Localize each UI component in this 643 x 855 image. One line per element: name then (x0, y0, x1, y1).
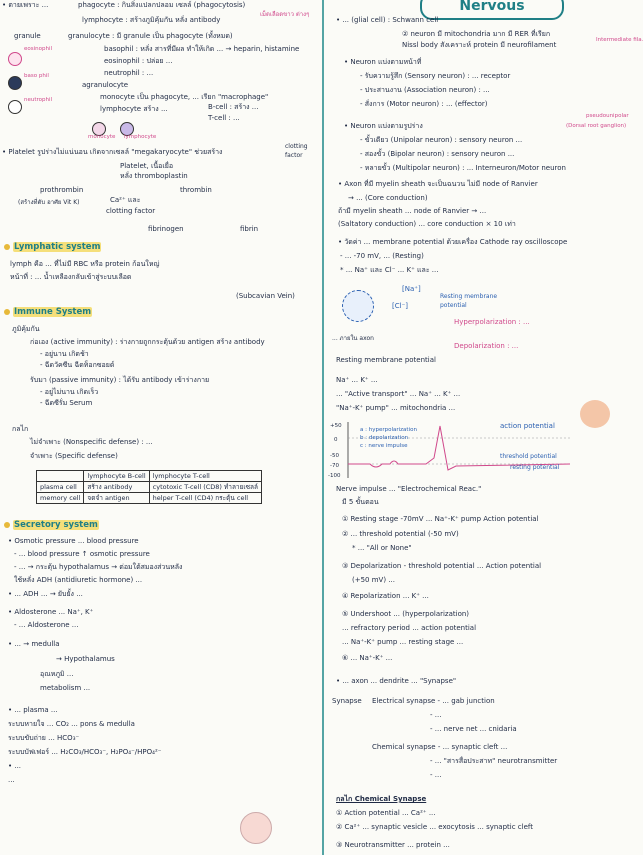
eosinophil-icon (8, 48, 22, 67)
table-header-row (37, 471, 262, 482)
step-line: ④ Repolarization ... K⁺ ... (342, 592, 429, 600)
cartoon-sticker-icon (240, 812, 272, 844)
step-line: (+50 mV) ... (352, 576, 395, 584)
note-line: • Neuron แบ่งตามหน้าที่ (344, 58, 422, 66)
note-line: clotting factor (106, 207, 156, 215)
note-line: • Aldosterone ... Na⁺, K⁺ (8, 608, 94, 616)
note-line: Ca²⁺ และ (110, 196, 141, 204)
note-line: ระบบบัฟเฟอร์ ... H₂CO₃/HCO₃⁻, H₂PO₄⁻/HPO₄²⁻ (8, 748, 162, 756)
cell-label: eosinophil (24, 46, 53, 52)
graph-legend: c : nerve impulse (360, 443, 408, 449)
note-line: - ... -70 mV, ... (Resting) (340, 252, 424, 260)
note-label: Resting membrane potential (440, 293, 498, 309)
note-line: ถ้ามี myelin sheath ... node of Ranvier → ... (338, 207, 487, 215)
note-line: หลั่ง thromboplastin (120, 172, 188, 180)
table-cell: memory cell (37, 493, 84, 504)
lymphocyte-table (36, 470, 262, 504)
y-tick-label: -100 (328, 473, 341, 479)
note-line: Resting membrane potential (336, 356, 436, 364)
note-line: - ประสานงาน (Association neuron) : ... (360, 86, 490, 94)
note-line: neutrophil : ... (104, 69, 154, 77)
note-line: รับมา (passive immunity) : ได้รับ antibody เข้าร่างกาย (30, 376, 210, 384)
graph-legend: a : hyperpolarization (360, 427, 417, 433)
note-line: - ... (430, 771, 442, 779)
note-line: Platelet, เนื้อเยื่อ (120, 162, 174, 170)
note-line: lymph คือ ... ที่ไม่มี RBC หรือ protein ก้อนใหญ่ (10, 260, 160, 268)
table-cell: helper T-cell (CD4) กระตุ้น cell (149, 493, 261, 504)
column-divider (322, 0, 324, 855)
y-tick-label: -50 (330, 453, 339, 459)
note-line: • Osmotic pressure ... blood pressure (8, 537, 139, 545)
note-line: granule (14, 32, 41, 40)
note-line: ไม่จำเพาะ (Nonspecific defense) : ... (30, 438, 153, 446)
note-line: • Axon ที่มี myelin sheath จะเป็นฉนวน ไม่มี node of Ranvier (338, 180, 538, 188)
graph-label: resting potential (510, 464, 560, 471)
note-line: Na⁺ ... K⁺ ... (336, 376, 378, 384)
section-heading-lymphatic: Lymphatic system (4, 243, 101, 252)
note-line: - ... nerve net ... cnidaria (430, 725, 517, 733)
section-heading-secretory: Secretory system (4, 521, 99, 530)
note-line: ใช้หลั่ง ADH (antidiuretic hormone) ... (14, 576, 143, 584)
note-line: - ... → กระตุ้น hypothalamus → ต่อมใต้สมองส่วนหลัง (14, 563, 183, 571)
graph-legend: b : depolarization (360, 435, 409, 441)
note-line: ภูมิคุ้มกัน (12, 325, 40, 333)
note-line: phagocyte : กินสิ่งแปลกปลอม เซลล์ (phagocytosis) (78, 1, 246, 9)
right-column (328, 0, 643, 855)
note-line: ① Action potential ... Ca²⁺ ... (336, 809, 436, 817)
subsection-heading: กลไก Chemical Synapse (336, 795, 427, 803)
cell-label: baso phil (24, 73, 49, 79)
note-line: metabolism ... (40, 684, 91, 692)
left-column (0, 0, 318, 855)
note-line: Chemical synapse - ... synaptic cleft ... (372, 743, 508, 751)
table-header-cell (37, 471, 84, 482)
note-line: granulocyte : มี granule เป็น phagocyte (ทั้งหมด) (68, 32, 233, 40)
note-line: fibrin (240, 225, 259, 233)
note-line: lymphocyte สร้าง ... (100, 105, 168, 113)
y-tick-label: +50 (330, 423, 342, 429)
note-line: - อยู่ไม่นาน เกิดเร็ว (40, 388, 99, 396)
step-line: ③ Depolarization - threshold potential ... Action potential (342, 562, 542, 570)
note-line: - สั่งการ (Motor neuron) : ... (effector) (360, 100, 488, 108)
step-line: ⑤ Undershoot ... (hyperpolarization) (342, 610, 470, 618)
note-line: - ... (430, 711, 442, 719)
note-line: eosinophil : ปล่อย ... (104, 57, 173, 65)
note-line: • Neuron แบ่งตามรูปร่าง (344, 122, 423, 130)
step-line: * ... "All or None" (352, 544, 412, 552)
note-line: - หลายขั้ว (Multipolar neuron) : ... Interneuron/Motor neuron (360, 164, 566, 172)
note-line: • Platelet รูปร่างไม่แน่นอน เกิดจากเซลล์ "megakaryocyte" ช่วยสร้าง (2, 148, 223, 156)
note-label: pseudounipolar (586, 113, 629, 119)
table-header-cell: lymphocyte T-cell (149, 471, 261, 482)
note-line: fibrinogen (148, 225, 184, 233)
note-line: T-cell : ... (208, 114, 240, 122)
note-line: ... ภายใน axon (332, 335, 374, 342)
note-line: - สองขั้ว (Bipolar neuron) : sensory neuron ... (360, 150, 515, 158)
table-cell: จดจำ antigen (84, 493, 149, 504)
table-cell: plasma cell (37, 482, 84, 493)
section-heading-immune: Immune System (4, 308, 92, 317)
step-line: ② ... threshold potential (-50 mV) (342, 530, 459, 538)
note-label: เม็ดเลือดขาว ต่างๆ (260, 11, 310, 18)
note-line: "Na⁺-K⁺ pump" ... mitochondria ... (336, 404, 456, 412)
note-line: agranulocyte (82, 81, 129, 89)
note-line: ② neuron มี mitochondria มาก มี RER ที่เรียก (402, 30, 551, 38)
cell-label: lymphocyte (124, 134, 157, 140)
cell-label: monocyte (88, 134, 116, 140)
graph-label: threshold potential (500, 453, 557, 460)
note-line: (สร้างที่ตับ อาศัย Vit K) (18, 199, 80, 206)
note-line: Nissl body สังเคราะห์ protein มี neurofilament (402, 41, 557, 49)
note-line: • ... ADH ... → ยับยั้ง ... (8, 590, 83, 598)
note-line: • ... → medulla (8, 640, 60, 648)
table-header-cell: lymphocyte B-cell (84, 471, 149, 482)
note-line: ระบบหายใจ ... CO₂ ... pons & medulla (8, 720, 135, 728)
note-line: prothrombin (40, 186, 84, 194)
note-line: Hyperpolarization : ... (454, 318, 530, 326)
basophil-icon (8, 72, 22, 91)
note-line: monocyte เป็น phagocyte, ... เรียก "macrophage" (100, 93, 269, 101)
note-line: • ... (8, 762, 22, 770)
step-line: ① Resting stage -70mV ... Na⁺-K⁺ pump Action potential (342, 515, 539, 523)
note-line: → Hypothalamus (56, 655, 115, 663)
ion-label: [Cl⁻] (392, 302, 408, 310)
note-line: • ตายเพราะ ... (2, 1, 49, 9)
step-line: ... refractory period ... action potential (342, 624, 477, 632)
note-line: Synapse (332, 697, 362, 705)
note-line: B-cell : สร้าง ... (208, 103, 259, 111)
note-line: (Subcavian Vein) (236, 292, 295, 300)
note-line: ระบบขับถ่าย ... HCO₃⁻ (8, 734, 80, 742)
note-line: lymphocyte : สร้างภูมิคุ้มกัน หลั่ง antibody (82, 16, 221, 24)
note-line: * ... Na⁺ และ Cl⁻ ... K⁺ และ ... (340, 266, 439, 274)
note-line: thrombin (180, 186, 212, 194)
note-line: Nerve impulse ... "Electrochemical Reac." (336, 485, 482, 493)
cell-label: neutrophil (24, 97, 53, 103)
note-line: - รับความรู้สึก (Sensory neuron) : ... receptor (360, 72, 511, 80)
neutrophil-icon (8, 96, 22, 115)
note-line: clotting factor (285, 143, 308, 159)
note-line: หน้าที่ : ... น้ำเหลืองกลับเข้าสู่ระบบเลือด (10, 273, 132, 281)
note-line: (Saltatory conduction) ... core conduction × 10 เท่า (338, 220, 516, 228)
table-cell: cytotoxic T-cell (CD8) ทำลายเซลล์ (149, 482, 261, 493)
note-line: ... "Active transport" ... Na⁺ ... K⁺ ... (336, 390, 461, 398)
note-line: • ... plasma ... (8, 706, 58, 714)
step-line: ... Na⁺-K⁺ pump ... resting stage ... (342, 638, 464, 646)
table-cell: สร้าง antibody (84, 482, 149, 493)
note-line: ... (8, 776, 15, 784)
note-line: ก่อเอง (active immunity) : ร่างกายถูกกระตุ้นด้วย antigen สร้าง antibody (30, 338, 265, 346)
note-line: จำเพาะ (Specific defense) (30, 452, 118, 460)
note-line: • ... (glial cell) : Schwann cell (336, 16, 439, 24)
axon-cross-section-icon (342, 290, 374, 322)
note-label: Intermediate fila. (596, 37, 643, 43)
note-line: - อยู่นาน เกิดช้า (40, 350, 89, 358)
note-line: - ... "สารสื่อประสาท" neurotransmitter (430, 757, 558, 765)
bear-sticker-icon (580, 400, 610, 428)
note-line: → ... (Core conduction) (348, 194, 428, 202)
graph-label: action potential (500, 422, 555, 430)
note-line: Electrical synapse - ... gab junction (372, 697, 495, 705)
note-line: กลไก (12, 425, 29, 433)
page-title: Nervous (420, 0, 564, 20)
note-line: - ฉีดวัคซีน ฉีดท็อกซอยด์ (40, 361, 115, 369)
step-line: ⑥ ... Na⁺-K⁺ ... (342, 654, 393, 662)
y-tick-label: 0 (334, 437, 338, 443)
note-line: - ... blood pressure ↑ osmotic pressure (14, 550, 150, 558)
note-line: ② Ca²⁺ ... synaptic vesicle ... exocytosis ... synaptic cleft (336, 823, 533, 831)
note-line: ③ Neurotransmitter ... protein ... (336, 841, 450, 849)
ion-label: [Na⁺] (402, 285, 421, 293)
note-line: • ... axon ... dendrite ... "Synapse" (336, 677, 457, 685)
note-line: • วัดค่า ... membrane potential ด้วยเครื่อง Cathode ray oscilloscope (338, 238, 568, 246)
y-tick-label: -70 (330, 463, 339, 469)
table-row (37, 482, 262, 493)
note-line: - ขั้วเดียว (Unipolar neuron) : sensory neuron ... (360, 136, 523, 144)
note-line: basophil : หลั่ง สารที่มีผล ทำให้เกิด ... → heparin, histamine (104, 45, 300, 53)
table-row (37, 493, 262, 504)
note-line: Depolarization : ... (454, 342, 519, 350)
note-line: - ฉีดซีรั่ม Serum (40, 399, 93, 407)
note-label: (Dorsal root ganglion) (566, 123, 627, 129)
note-line: - ... Aldosterone ... (14, 621, 79, 629)
note-line: มี 5 ขั้นตอน (342, 498, 379, 506)
note-line: อุณหภูมิ ... (40, 670, 74, 678)
